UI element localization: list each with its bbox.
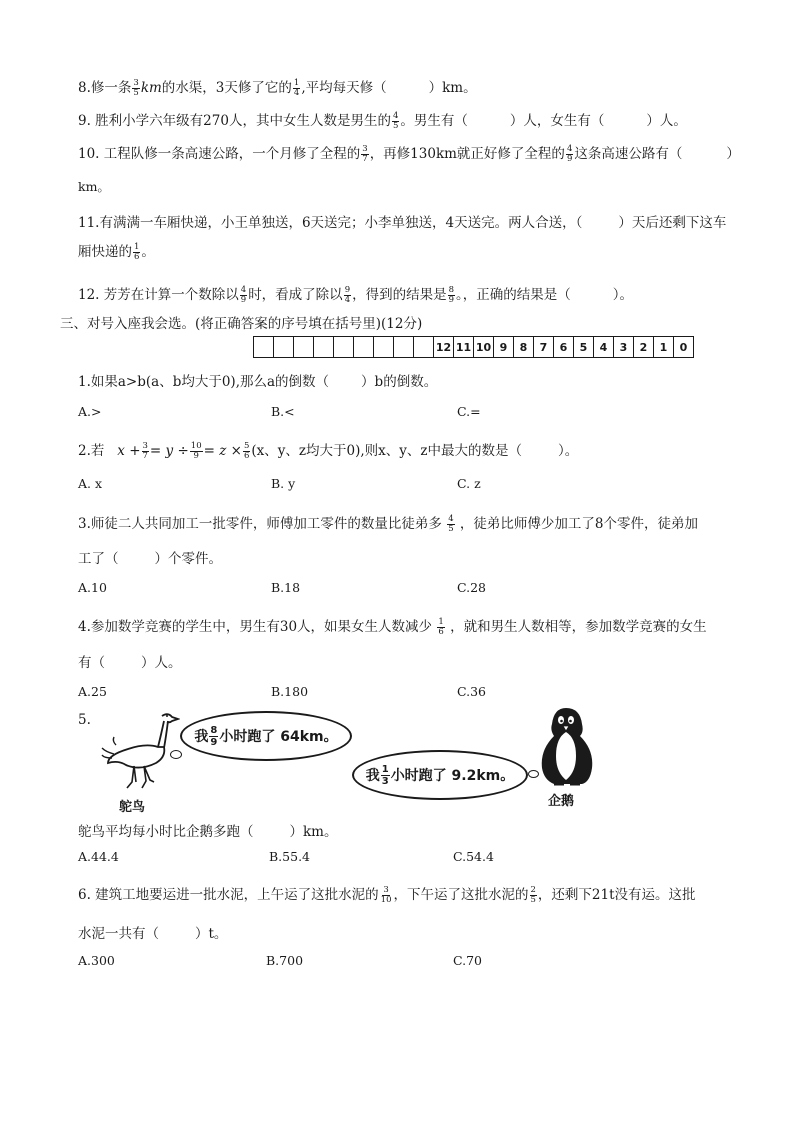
question-9: 9. 胜利小学六年级有270人，其中女生人数是男生的 $\frac{4}{5}$ 。男生有（ ）人，女生有（ ）人。 <box>78 111 687 131</box>
score-cell-empty[interactable] <box>254 337 274 358</box>
option-b[interactable]: B.< <box>271 404 295 419</box>
score-cell[interactable]: 3 <box>614 337 634 358</box>
score-cell[interactable]: 0 <box>674 337 694 358</box>
fraction: $\frac{1}{6}$ <box>438 617 444 637</box>
section-title: 三、对号入座我会选。(将正确答案的序号填在括号里)(12分) <box>60 316 423 332</box>
fraction: $\frac{1}{6}$ <box>134 242 140 262</box>
fraction: $\frac{3}{5}$ <box>133 78 139 98</box>
fraction: $\frac{1}{3}$ <box>381 763 389 787</box>
score-cell-empty[interactable] <box>394 337 414 358</box>
score-cell[interactable]: 10 <box>474 337 494 358</box>
choice-question-1: 1.如果a>b(a、b均大于0),那么a的倒数（ ）b的倒数。 <box>78 374 438 390</box>
fraction: $\frac{4}{9}$ <box>240 285 247 305</box>
score-cell-empty[interactable] <box>414 337 434 358</box>
choice-question-5-text: 鸵鸟平均每小时比企鹅多跑（ ）km。 <box>78 824 338 840</box>
option-a[interactable]: A. x <box>78 476 103 491</box>
score-cell[interactable]: 12 <box>434 337 454 358</box>
option-b[interactable]: B.180 <box>271 684 309 699</box>
fraction: $\frac{8}{9}$ <box>210 724 218 748</box>
question-11: 11.有满满一车厢快递，小王单独送，6天送完；小李单独送，4天送完。两人合送，（ ）天后还剩下这车 <box>78 215 727 231</box>
score-cell-empty[interactable] <box>354 337 374 358</box>
score-cell-empty[interactable] <box>294 337 314 358</box>
question-11-cont: 厢快递的 $\frac{1}{6}$ 。 <box>78 242 155 262</box>
choice-question-6-cont: 水泥一共有（ ）t。 <box>78 926 228 942</box>
choice-question-5-number: 5. <box>78 712 91 728</box>
score-cell[interactable]: 6 <box>554 337 574 358</box>
choice-question-4-cont: 有（ ）人。 <box>78 655 182 671</box>
fraction: $\frac{9}{4}$ <box>344 285 351 305</box>
score-cell[interactable]: 9 <box>494 337 514 358</box>
choice-question-2: 2.若 x + $\frac{3}{7}$ = y ÷ $\frac{10}{9}$ = z × $\frac{5}{6}$ (x、y、z均大于0),则x、y、z中最大的数是（ ）。 <box>78 441 579 461</box>
fraction: $\frac{1}{4}$ <box>293 78 300 98</box>
score-cell[interactable]: 1 <box>654 337 674 358</box>
question-8: 8.修一条 $\frac{3}{5}$ km的水渠，3天修了它的 $\frac{1}{4}$ ,平均每天修（ ）km。 <box>78 78 477 98</box>
score-cell-empty[interactable] <box>314 337 334 358</box>
ostrich-illustration <box>100 710 180 792</box>
fraction: $\frac{2}{5}$ <box>530 885 536 905</box>
choice-question-6: 6. 建筑工地要运进一批水泥，上午运了这批水泥的 $\frac{3}{10}$ ，下午运了这批水泥的 $\frac{2}{5}$ ，还剩下21t没有运。这批 <box>78 885 696 905</box>
ostrich-label: 鸵鸟 <box>119 800 146 815</box>
option-a[interactable]: A.> <box>78 404 102 419</box>
option-b[interactable]: B.55.4 <box>269 849 310 864</box>
fraction: $\frac{3}{7}$ <box>362 144 368 164</box>
fraction: $\frac{3}{7}$ <box>142 441 148 461</box>
question-10: 10. 工程队修一条高速公路，一个月修了全程的 $\frac{3}{7}$ ，再修130km就正好修了全程的 $\frac{4}{9}$ 这条高速公路有（ ） <box>78 144 740 164</box>
option-a[interactable]: A.25 <box>78 684 107 699</box>
score-cell[interactable]: 2 <box>634 337 654 358</box>
score-cell-empty[interactable] <box>374 337 394 358</box>
choice-question-3-cont: 工了（ ）个零件。 <box>78 551 222 567</box>
fraction: $\frac{3}{10}$ <box>380 885 392 905</box>
option-b[interactable]: B.18 <box>271 580 301 595</box>
score-cell[interactable]: 8 <box>514 337 534 358</box>
fraction: $\frac{10}{9}$ <box>190 441 202 461</box>
fraction: $\frac{4}{5}$ <box>448 514 454 534</box>
score-cell[interactable]: 11 <box>454 337 474 358</box>
choice-question-4: 4.参加数学竞赛的学生中，男生有30人，如果女生人数减少 $\frac{1}{6}$ ，就和男生人数相等，参加数学竞赛的女生 <box>78 617 707 637</box>
penguin-illustration <box>534 704 598 788</box>
speech-bubble-penguin: 我 $\frac{1}{3}$ 小时跑了 9.2km。 <box>352 750 528 800</box>
penguin-label: 企鹅 <box>548 794 575 809</box>
option-a[interactable]: A.300 <box>78 953 115 968</box>
speech-bubble-ostrich: 我 $\frac{8}{9}$ 小时跑了 64km。 <box>180 711 352 761</box>
score-cell-empty[interactable] <box>274 337 294 358</box>
option-c[interactable]: C.70 <box>453 953 482 968</box>
option-c[interactable]: C.28 <box>457 580 486 595</box>
option-b[interactable]: B. y <box>271 476 296 491</box>
option-c[interactable]: C.36 <box>457 684 486 699</box>
choice-question-3: 3.师徒二人共同加工一批零件，师傅加工零件的数量比徒弟多 $\frac{4}{5}$ ，徒弟比师傅少加工了8个零件，徒弟加 <box>78 514 698 534</box>
question-12: 12. 芳芳在计算一个数除以 $\frac{4}{9}$ 时，看成了除以 $\frac{9}{4}$ ，得到的结果是 $\frac{8}{9}$ 。，正确的结果是（ ）。 <box>78 285 634 305</box>
score-table <box>253 336 694 358</box>
fraction: $\frac{5}{6}$ <box>243 441 250 461</box>
option-a[interactable]: A.10 <box>78 580 107 595</box>
fraction: $\frac{4}{5}$ <box>392 111 399 131</box>
score-cell[interactable]: 4 <box>594 337 614 358</box>
score-cell[interactable]: 5 <box>574 337 594 358</box>
score-cell[interactable]: 7 <box>534 337 554 358</box>
fraction: $\frac{4}{9}$ <box>566 144 573 164</box>
option-c[interactable]: C. z <box>457 476 481 491</box>
option-a[interactable]: A.44.4 <box>78 849 119 864</box>
thought-dot <box>170 750 182 759</box>
option-b[interactable]: B.700 <box>266 953 304 968</box>
option-c[interactable]: C.54.4 <box>453 849 494 864</box>
score-cell-empty[interactable] <box>334 337 354 358</box>
option-c[interactable]: C.= <box>457 404 481 419</box>
fraction: $\frac{8}{9}$ <box>448 285 455 305</box>
question-10-cont: km。 <box>78 179 110 194</box>
